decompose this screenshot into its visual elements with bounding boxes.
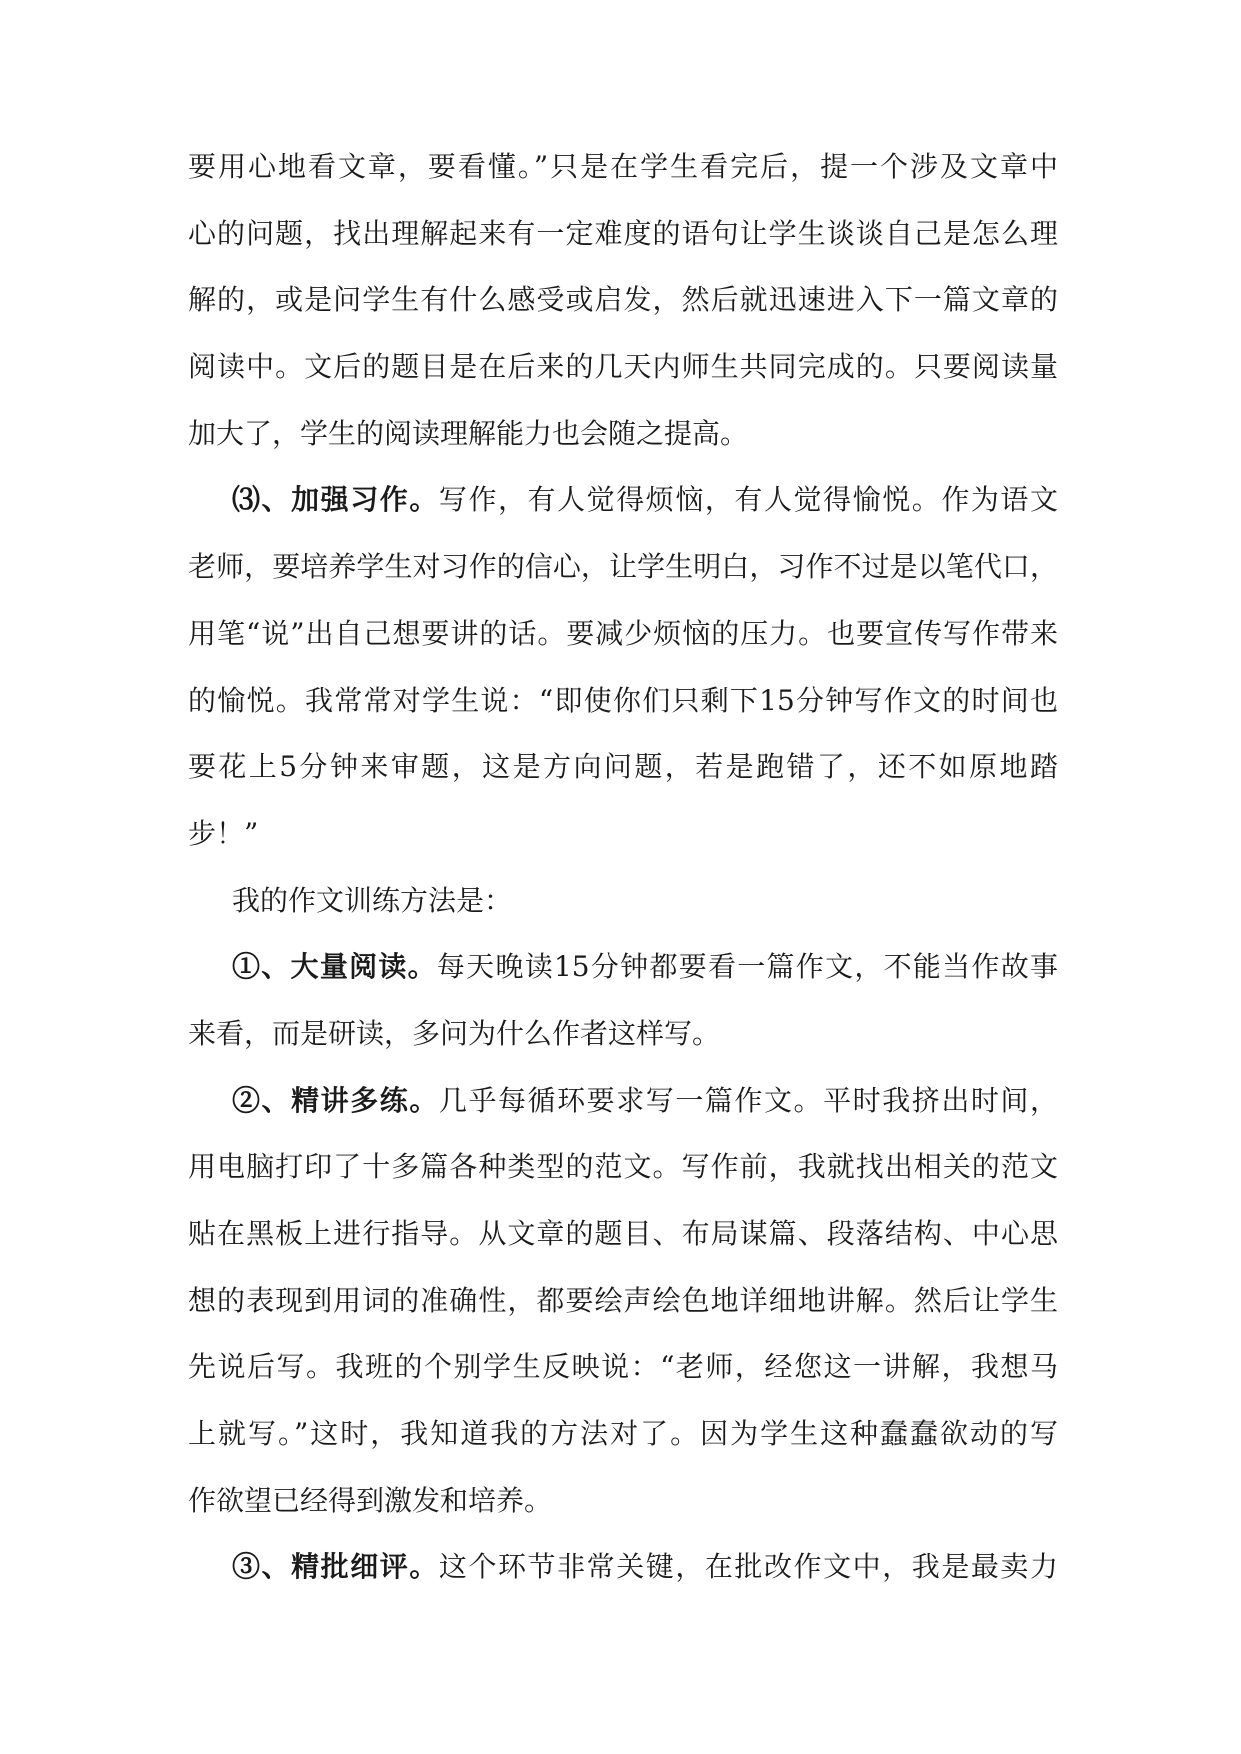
- text-line: 老师，要培养学生对习作的信心，让学生明白，习作不过是以笔代口，: [188, 550, 1058, 584]
- text-line: 心的问题，找出理解起来有一定难度的语句让学生谈谈自己是怎么理: [188, 216, 1058, 250]
- section-heading: ②、精讲多练。: [232, 1083, 439, 1117]
- text-line: 要花上5分钟来审题，这是方向问题，若是跑错了，还不如原地踏: [188, 750, 1058, 784]
- section-heading: ③、精批细评。: [232, 1550, 439, 1584]
- text-line: 来看，而是研读，多问为什么作者这样写。: [188, 1016, 721, 1050]
- text-line: [188, 483, 1058, 550]
- text-line: 我的作文训练方法是：: [232, 883, 513, 917]
- text-line: [188, 1550, 1058, 1617]
- text-line: 要用心地看文章，要看懂。”只是在学生看完后，提一个涉及文章中: [188, 150, 1058, 183]
- paragraph-reading-practice: [188, 150, 1058, 483]
- text-span: 每天晚读15分钟都要看一篇作文，不能当作故事: [436, 950, 1058, 984]
- text-line: 用笔“说”出自己想要讲的话。要减少烦恼的压力。也要宣传写作带来: [188, 616, 1058, 650]
- text-line: 上就写。”这时，我知道我的方法对了。因为学生这种蠢蠢欲动的写: [188, 1417, 1058, 1451]
- section-heading: ⑶、加强习作。: [232, 483, 439, 517]
- text-span: 写作，有人觉得烦恼，有人觉得愉悦。作为语文: [438, 483, 1058, 517]
- text-line: 贴在黑板上进行指导。从文章的题目、布局谋篇、段落结构、中心思: [188, 1217, 1058, 1250]
- text-line: [188, 950, 1058, 1017]
- text-line: 用电脑打印了十多篇各种类型的范文。写作前，我就找出相关的范文: [188, 1150, 1058, 1184]
- document-page: [188, 150, 1058, 1617]
- paragraph-explain-practice: [188, 1084, 1058, 1551]
- text-line: [188, 1084, 1058, 1151]
- paragraph-strengthen-writing: [188, 483, 1058, 883]
- section-heading: ①、大量阅读。: [232, 950, 437, 984]
- text-line: 作欲望已经得到激发和培养。: [188, 1483, 553, 1517]
- text-span: 这个环节非常关键，在批改作文中，我是最卖力: [438, 1550, 1058, 1584]
- paragraph-extensive-reading: [188, 950, 1058, 1083]
- text-line: 加大了，学生的阅读理解能力也会随之提高。: [188, 416, 749, 450]
- text-line: 想的表现到用词的准确性，都要绘声绘色地详细地讲解。然后让学生: [188, 1283, 1058, 1317]
- text-line: 先说后写。我班的个别学生反映说：“老师，经您这一讲解，我想马: [188, 1350, 1058, 1384]
- text-line: 的愉悦。我常常对学生说：“即使你们只剩下15分钟写作文的时间也: [188, 683, 1058, 717]
- paragraph-careful-grading: [188, 1550, 1058, 1617]
- text-line: 阅读中。文后的题目是在后来的几天内师生共同完成的。只要阅读量: [188, 350, 1058, 384]
- text-line: 步！”: [188, 816, 259, 850]
- text-span: 几乎每循环要求写一篇作文。平时我挤出时间，: [438, 1083, 1058, 1117]
- text-line: 解的，或是问学生有什么感受或启发，然后就迅速进入下一篇文章的: [188, 283, 1058, 317]
- paragraph-method-intro: [188, 884, 1058, 951]
